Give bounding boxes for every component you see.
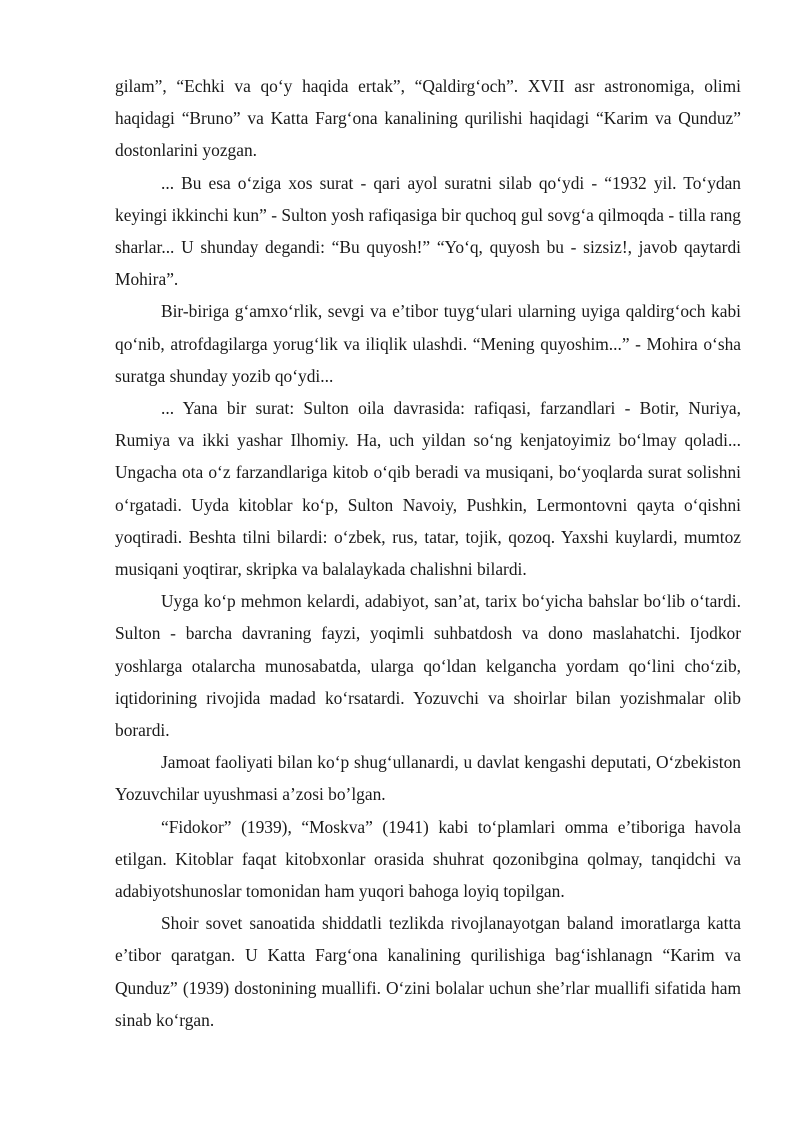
paragraph-continuation: gilam”, “Echki va qo‘y haqida ertak”, “Qaldirg‘och”. XVII asr astronomiga, olimi haqidagi “Bruno” va Katta Farg‘ona kanalining qurilishi haqidagi “Karim va Qunduz” dostonlarini yozgan. xyxy=(115,76,741,161)
paragraph: Jamoat faoliyati bilan ko‘p shug‘ullanardi, u davlat kengashi deputati, O‘zbekiston Yozuvchilar uyushmasi a’zosi bo’lgan. xyxy=(115,752,741,805)
paragraph: ... Bu esa o‘ziga xos surat - qari ayol suratni silab qo‘ydi - “1932 yil. To‘ydan keyingi ikkinchi kun” - Sulton yosh rafiqasiga bir quchoq gul sovg‘a qilmoqda - tilla rang sharlar... U shunday degandi: “Bu quyosh!” “Yo‘q, quyosh bu - sizsiz!, javob qaytardi Mohira”. xyxy=(115,172,741,290)
body-text xyxy=(115,70,741,1036)
paragraph: “Fidokor” (1939), “Moskva” (1941) kabi to‘plamlari omma e’tiboriga havola etilgan. Kitoblar faqat kitobxonlar orasida shuhrat qozonibgina qolmay, tanqidchi va adabiyotshunoslar tomonidan ham yuqori bahoga loyiq topilgan. xyxy=(115,816,741,902)
paragraph: Uyga ko‘p mehmon kelardi, adabiyot, san’at, tarix bo‘yicha bahslar bo‘lib o‘tardi. Sulton - barcha davraning fayzi, yoqimli suhbatdosh va dono maslahatchi. Ijodkor yoshlarga otalarcha munosabatda, ularga qo‘ldan kelgancha yordam qo‘lini cho‘zib, iqtidorining rivojida madad ko‘rsatardi. Yozuvchi va shoirlar bilan yozishmalar olib borardi. xyxy=(115,591,741,741)
paragraph: Shoir sovet sanoatida shiddatli tezlikda rivojlanayotgan baland imoratlarga katta e’tibor qaratgan. U Katta Farg‘ona kanalining qurilishiga bag‘ishlanagn “Karim va Qunduz” (1939) dostonining muallifi. O‘zini bolalar uchun she’rlar muallifi sifatida ham sinab ko‘rgan. xyxy=(115,913,741,1030)
paragraph: ... Yana bir surat: Sulton oila davrasida: rafiqasi, farzandlari - Botir, Nuriya, Rumiya va ikki yashar Ilhomiy. Ha, uch yildan so‘ng kenjatoyimiz bo‘lmay qoladi... Ungacha ota o‘z farzandlariga kitob o‘qib beradi va musiqani, bo‘yoqlarda surat solishni o‘rgatadi. Uyda kitoblar ko‘p, Sulton Navoiy, Pushkin, Lermontovni qayta o‘qishni yoqtiradi. Beshta tilni bilardi: o‘zbek, rus, tatar, tojik, qozoq. Yaxshi kuylardi, mumtoz musiqani yoqtirar, skripka va balalaykada chalishni bilardi. xyxy=(115,398,741,580)
paragraph: Bir-biriga g‘amxo‘rlik, sevgi va e’tibor tuyg‘ulari ularning uyiga qaldirg‘och kabi qo‘nib, atrofdagilarga yorug‘lik va iliqlik ulashdi. “Mening quyoshim...” - Mohira o‘sha suratga shunday yozib qo‘ydi... xyxy=(115,301,741,386)
